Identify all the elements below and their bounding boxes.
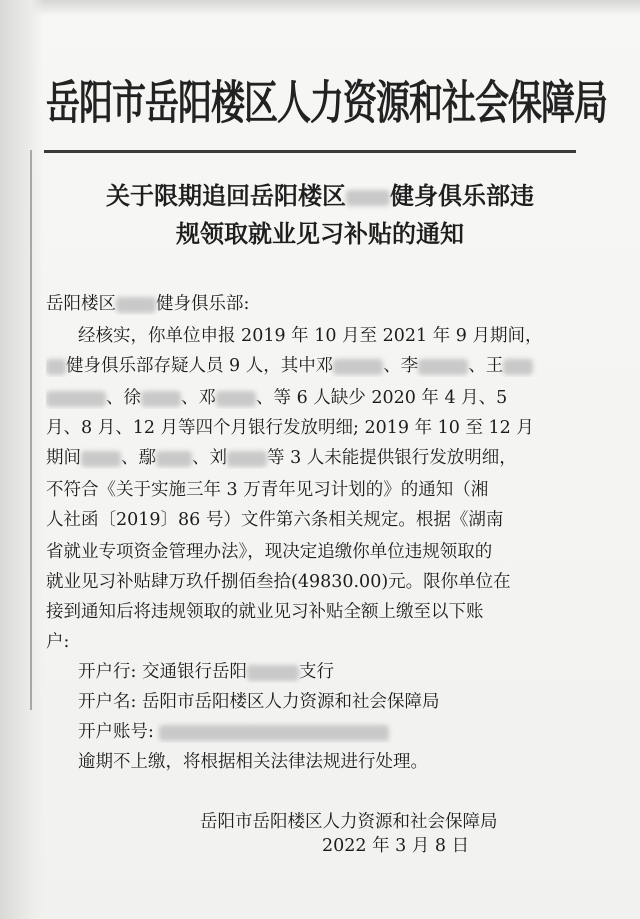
redacted-name: [333, 359, 383, 375]
redacted-name: [46, 391, 106, 407]
body-line-10: 接到通知后将违规领取的就业见习补贴全额上缴至以下账: [46, 602, 484, 622]
redacted-account-number: [159, 725, 389, 741]
redacted-branch: [247, 665, 299, 681]
body-line-8: 省就业专项资金管理办法》，现决定追缴你单位违规领取的: [46, 542, 493, 562]
salutation-prefix: 岳阳楼区: [46, 294, 116, 314]
redacted-name: [156, 451, 192, 467]
body-line-5: 期间 、鄢 、刘 等 3 人未能提供银行发放明细，: [46, 448, 517, 468]
notice-title-line-2: 规领取就业见习补贴的通知: [176, 219, 464, 248]
account-name-line: [78, 688, 578, 713]
redacted-name: [46, 359, 66, 375]
redacted-name: [503, 359, 533, 375]
redacted-name: [141, 391, 181, 407]
scan-left-edge: [0, 0, 44, 919]
redacted-name: [346, 190, 390, 206]
body-line-1: 经核实，你单位申报 2019 年 10 月至 2021 年 9 月期间，: [78, 326, 543, 346]
body-line-3: 、徐 、邓 、等 6 人缺少 2020 年 4 月、5: [46, 384, 576, 409]
account-name-label: 开户名:: [78, 692, 137, 712]
redacted-name: [116, 297, 156, 313]
body-line-9: 就业见习补贴肆万玖仟捌佰叁拾(49830.00)元。限你单位在: [46, 572, 511, 592]
body-line-11: 户:: [46, 632, 70, 652]
salutation-suffix: 健身俱乐部:: [156, 294, 250, 314]
redacted-name: [216, 391, 256, 407]
body-line-7: 人社函〔2019〕86 号）文件第六条相关规定。根据《湖南: [46, 510, 504, 530]
account-name-value: 岳阳市岳阳楼区人力资源和社会保障局: [141, 692, 440, 712]
notice-title-line-1: [0, 176, 640, 211]
closing-sentence: 逾期不上缴，将根据相关法律法规进行处理。: [78, 752, 428, 772]
title-text-b: 健身俱乐部违: [390, 181, 534, 210]
bank-name-line: 开户行: 交通银行岳阳 支行: [78, 662, 334, 682]
account-number-line: [78, 718, 578, 743]
body-line-2: 健身俱乐部存疑人员 9 人，其中邓 、李 、王: [46, 352, 576, 377]
body-line-6: 不符合《关于实施三年 3 万青年见习计划的》的通知（湘: [46, 480, 489, 500]
issuer-header: 岳阳市岳阳楼区人力资源和社会保障局: [46, 76, 607, 131]
scan-top-shadow: [0, 0, 640, 16]
redacted-name: [81, 451, 121, 467]
account-number-label: 开户账号:: [78, 722, 154, 742]
salutation: [46, 290, 576, 315]
signature-issuer: 岳阳市岳阳楼区人力资源和社会保障局: [200, 812, 498, 832]
redacted-name: [227, 451, 267, 467]
header-divider: [44, 150, 576, 153]
issue-date: 2022 年 3 月 8 日: [322, 836, 470, 856]
title-text-a: 关于限期追回岳阳楼区: [106, 181, 346, 210]
bank-label: 开户行:: [78, 662, 137, 682]
redacted-name: [418, 359, 468, 375]
body-line-4: 月、8 月、12 月等四个月银行发放明细; 2019 年 10 至 12 月: [46, 418, 534, 438]
